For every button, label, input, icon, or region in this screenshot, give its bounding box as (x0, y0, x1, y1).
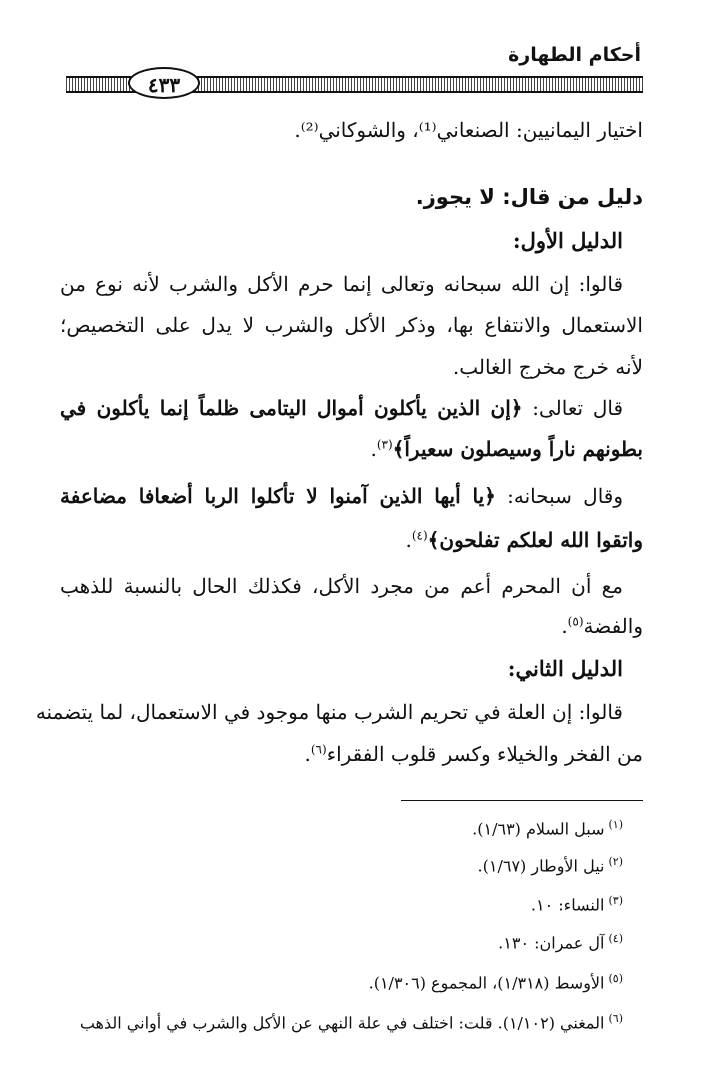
proof2-text: من الفخر والخيلاء وكسر قلوب الفقراء (326, 742, 643, 766)
footnote-1 (60, 818, 623, 838)
footnote-number: (٦) (608, 1012, 623, 1025)
verse1-text-2: بطونهم ناراً وسيصلون سعيراً﴾ (392, 437, 643, 461)
verse1-line-1 (60, 396, 623, 420)
footnote-text: سبل السلام (١/٦٣). (472, 819, 605, 839)
footnote-4 (60, 932, 623, 952)
verse2-line-1 (60, 484, 623, 508)
proof1-line-1: قالوا: إن الله سبحانه وتعالى إنما حرم الأكل والشرب لأنه نوع من (60, 272, 623, 296)
intro-line: اختيار اليمانيين: الصنعاني⁽¹⁾، والشوكاني⁽²⁾. (294, 118, 643, 142)
footnote-6 (60, 1012, 623, 1032)
footnote-2 (60, 855, 623, 875)
proof1-line-3: لأنه خرج مخرج الغالب. (452, 355, 643, 379)
running-title: أحكام الطهارة (508, 44, 641, 66)
proof1-line-2: الاستعمال والانتفاع بها، وذكر الأكل والشرب لا يدل على التخصيص؛ (60, 313, 643, 337)
footnote-number: (١) (608, 818, 623, 831)
footnote-text: الأوسط (١/٣١٨)، المجموع (١/٣٠٦). (368, 973, 605, 993)
footnote-number: (٤) (608, 932, 623, 945)
footnote-3 (60, 894, 623, 914)
footnote-separator (401, 800, 643, 801)
footnote-5 (60, 972, 623, 992)
footnote-ref-3: (٣) (376, 437, 393, 452)
verse2-lead: وقال سبحانه: (495, 484, 624, 508)
footnote-text: آل عمران: ١٣٠. (498, 933, 605, 953)
verse1-line-2: بطونهم ناراً وسيصلون سعيراً﴾$^{(٣)}$. (370, 437, 643, 461)
verse1-text-1: ﴿إن الذين يأكلون أموال اليتامى ظلماً إنما يأكلون في (60, 396, 523, 420)
footnote-ref-5: (٥) (567, 614, 584, 629)
footnote-number: (٣) (608, 894, 623, 907)
verse2-line-2: واتقوا الله لعلكم تفلحون﴾$^{(٤)}$. (405, 528, 643, 552)
verse2-text-1: ﴿يا أيها الذين آمنوا لا تأكلوا الربا أضعافا مضاعفة (60, 484, 496, 508)
footnote-number: (٥) (608, 972, 623, 985)
footnote-text: المغني (١/١٠٢). قلت: اختلف في علة النهي عن الأكل والشرب في أواني الذهب (79, 1013, 605, 1033)
verse2-text-2: واتقوا الله لعلكم تفلحون﴾ (427, 528, 643, 552)
footnote-ref-4: (٤) (411, 528, 428, 543)
after-verse-line-2: والفضة$^{(٥)}$. (561, 614, 643, 638)
footnote-text: النساء: ١٠. (530, 895, 605, 915)
after-verse-text: والفضة (583, 614, 643, 638)
proof2-line-2: من الفخر والخيلاء وكسر قلوب الفقراء$^{(٦)}$. (304, 742, 643, 766)
verse1-lead: قال تعالى: (522, 396, 623, 420)
proof2-heading: الدليل الثاني: (507, 656, 623, 681)
footnote-text: نيل الأوطار (١/٦٧). (477, 856, 605, 876)
proof2-line-1: قالوا: إن العلة في تحريم الشرب منها موجود في الاستعمال، لما يتضمنه (35, 700, 623, 724)
after-verse-line-1: مع أن المحرم أعم من مجرد الأكل، فكذلك الحال بالنسبة للذهب (60, 574, 623, 598)
footnote-ref-6: (٦) (310, 742, 327, 757)
section-heading: دليل من قال: لا يجوز. (415, 185, 643, 209)
footnote-number: (٢) (608, 855, 623, 868)
page-number: ٤٣٣ (128, 67, 200, 99)
proof1-heading: الدليل الأول: (512, 228, 623, 253)
